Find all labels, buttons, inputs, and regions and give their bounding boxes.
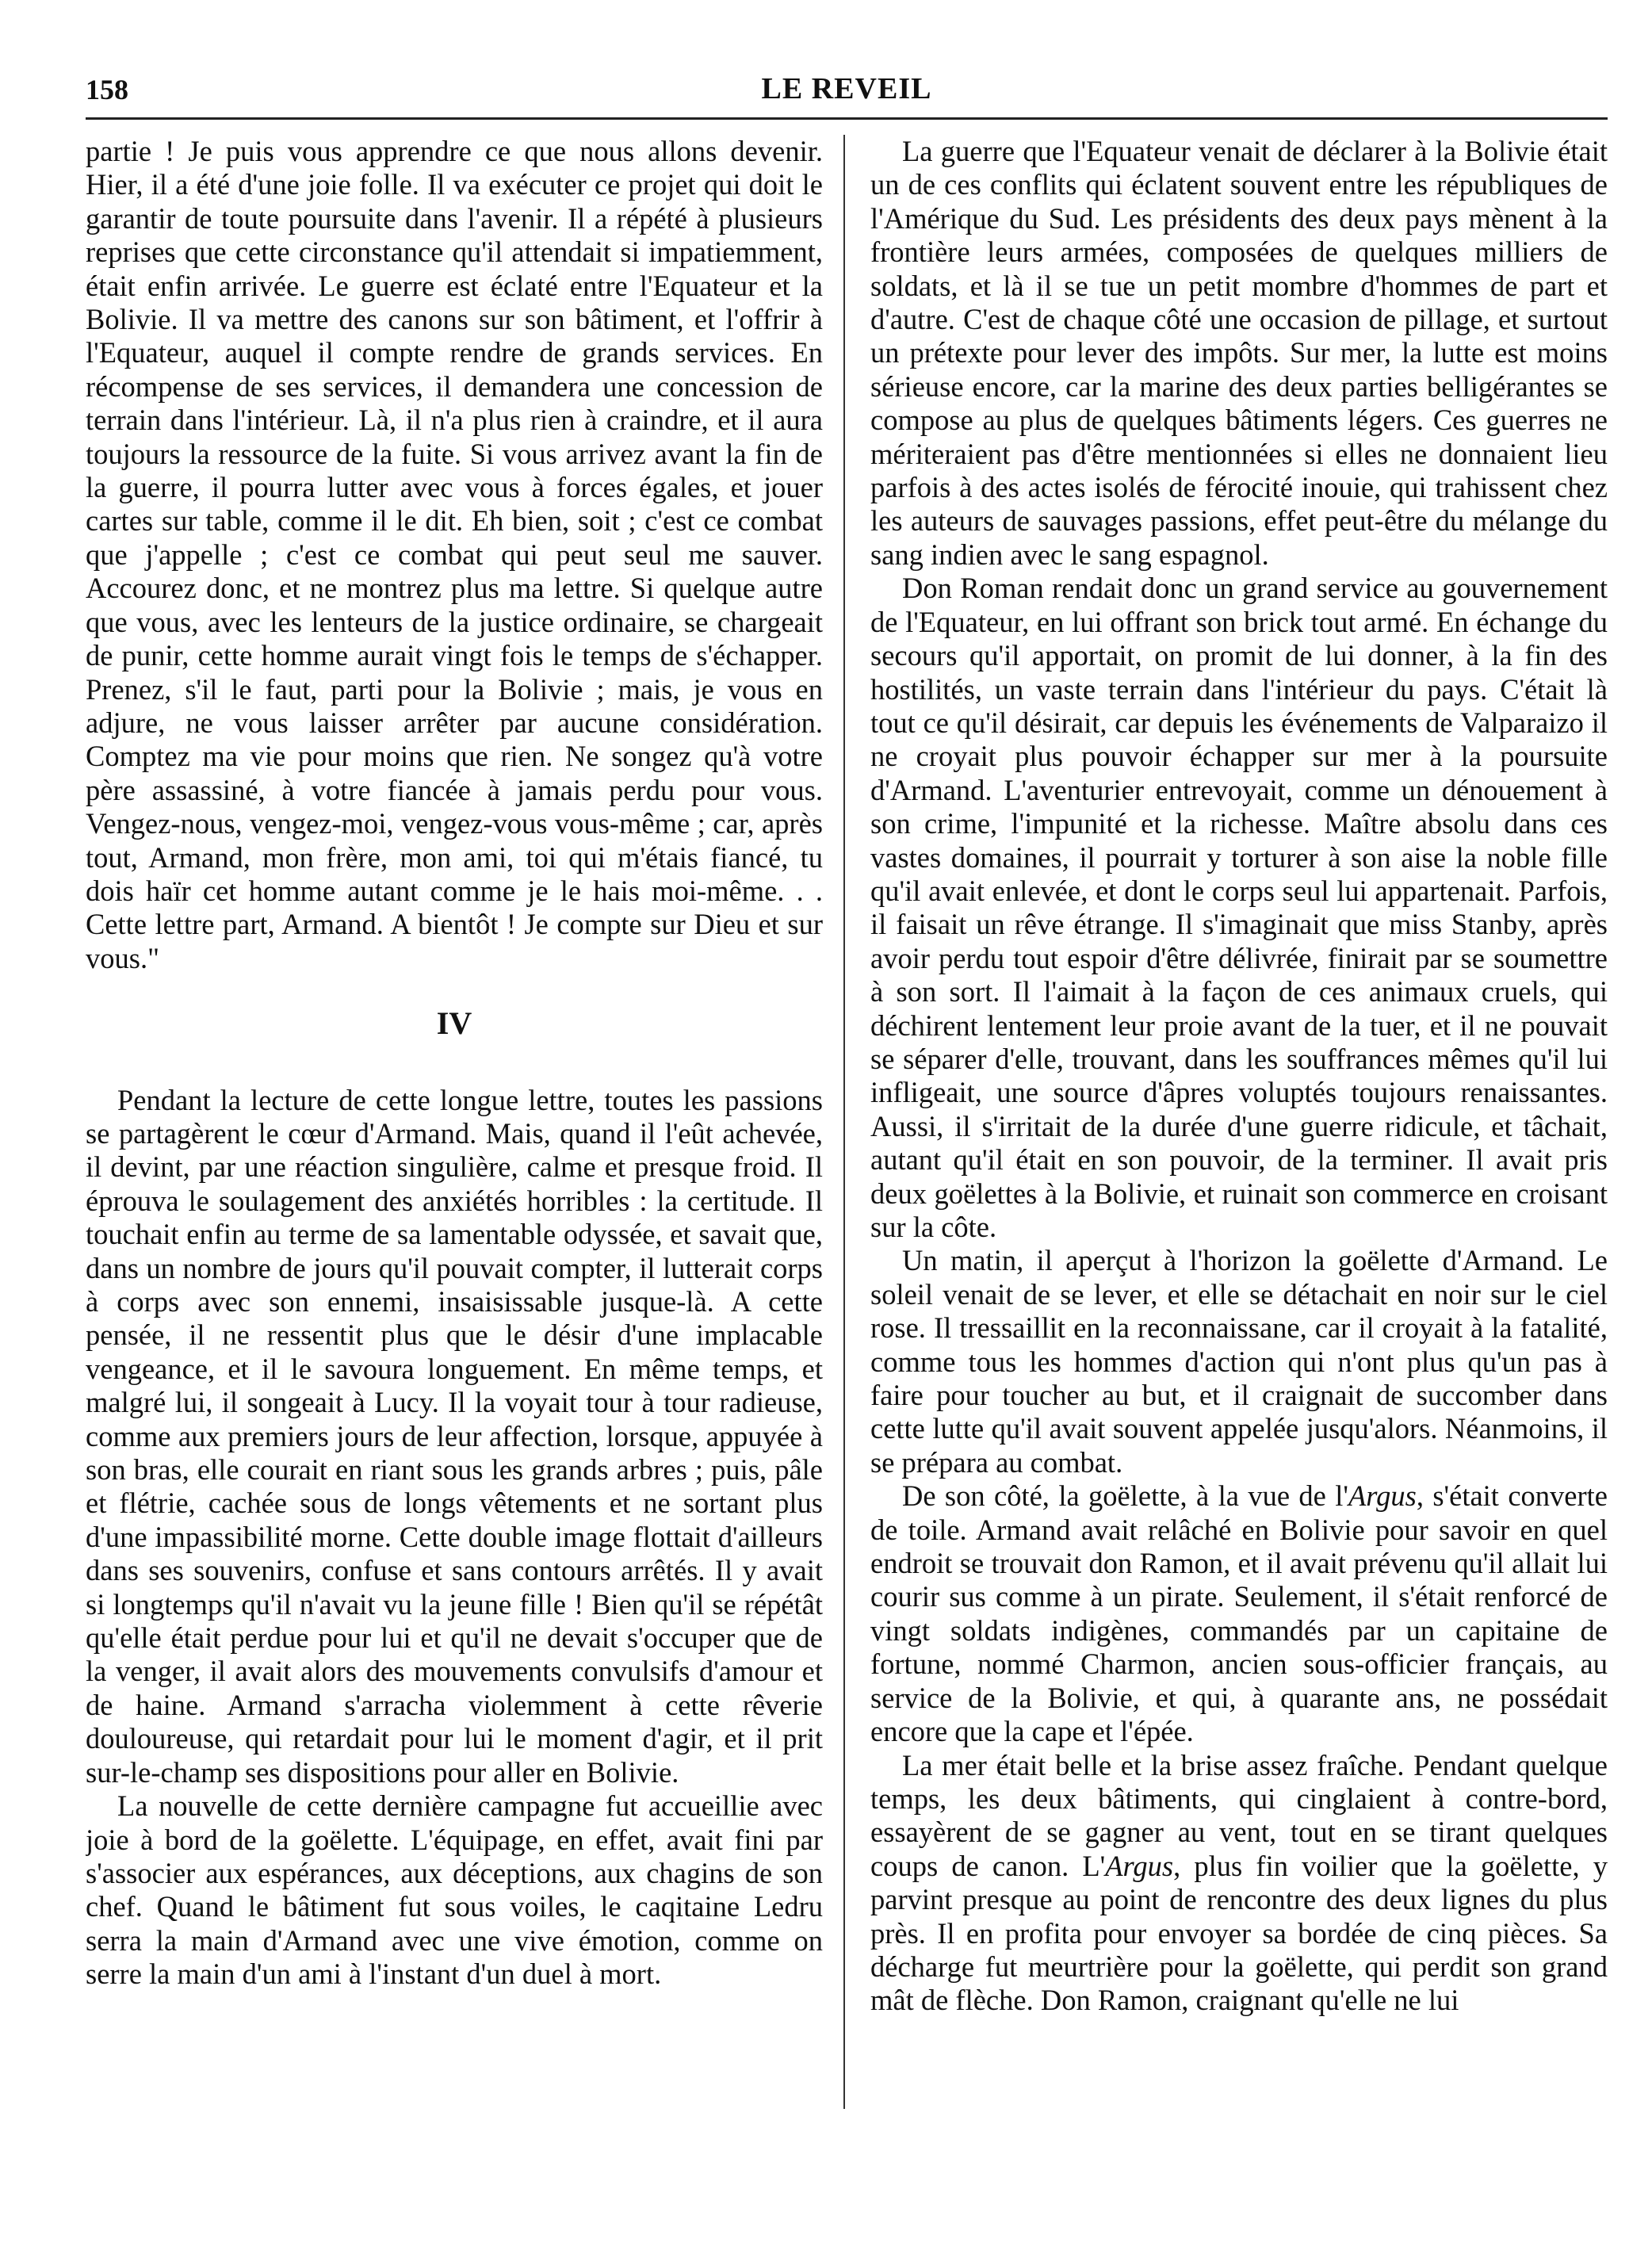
paragraph: La guerre que l'Equateur venait de déclarer à la Bolivie était un de ces conflits qui éclatent souvent entre les républiques de l'Amérique du Sud. Les présidents des deux pays mènent à la frontière leurs armées, composées de quelques milliers de soldats, et là il se tue un petit mombre d'hommes de part et d'autre. C'est de chaque côté une occasion de pillage, et surtout un prétexte pour lever des impôts. Sur mer, la lutte est moins sérieuse encore, car la marine des deux parties belligérantes se compose au plus de quelques bâtiments légers. Ces guerres ne mériteraient pas d'être mentionnées si elles ne donnaient lieu parfois à des actes isolés de férocité inouie, qui trahissent chez les auteurs de sauvages passions, effet peut-être du mélange du sang indien avec le sang espagnol.	[870, 135, 1608, 571]
page-number: 158	[86, 74, 128, 105]
page-header	[86, 68, 1608, 116]
text-run: , plus fin voilier que la goëlette, y parvint presque au point de rencontre des deux lignes du plus près. Il en profita pour envoyer sa bordée de cinq pièces. Sa décharge fut meurtrière pour la goëlette, qui perdit son grand mât de flèche. Don Ramon, craignant qu'elle ne lui	[870, 1849, 1608, 2017]
left-column	[86, 135, 823, 2133]
paragraph	[870, 1479, 1608, 1748]
section-heading: IV	[436, 1005, 472, 1042]
paragraph: Don Roman rendait donc un grand service au gouvernement de l'Equateur, en lui offrant son brick tout armé. En échange du secours qu'il apportait, on promit de lui donner, à la fin des hostilités, un vaste terrain dans l'intérieur du pays. C'était là tout ce qu'il désirait, car depuis les événements de Valparaizo il ne croyait plus pouvoir échapper sur mer à la poursuite d'Armand. L'aventurier entrevoyait, comme un dénouement à son crime, l'impunité et la richesse. Maître absolu dans ces vastes domaines, il pourrait y torturer à son aise la noble fille qu'il avait enlevée, et dont le corps seul lui appartenait. Parfois, il faisait un rêve étrange. Il s'imaginait que miss Stanby, après avoir perdu tout espoir d'être délivrée, finirait par se soumettre à son sort. Il l'aimait à la façon de ces animaux cruels, qui déchirent lentement leur proie avant de la tuer, et il ne pouvait se séparer d'elle, trouvant, dans les souffrances mêmes qu'il lui infligeait, une source d'âpres voluptés toujours renaissantes. Aussi, il s'irritait de la durée d'une guerre ridicule, et tâchait, autant qu'il était en son pouvoir, de la terminer. Il avait pris deux goëlettes à la Bolivie, et ruinait son commerce en croisant sur la côte.	[870, 572, 1608, 1243]
running-title: LE REVEIL	[761, 72, 932, 105]
ship-name: Argus	[1105, 1849, 1174, 1882]
text-run: La mer était belle et la brise assez fraîche. Pendant quelque temps, les deux bâtiments, qui cinglaient à contre-bord, essayèrent de se gagner au vent, tout en se tirant quelques coups de canon. L'	[870, 1748, 1608, 1882]
paragraph: Un matin, il aperçut à l'horizon la goëlette d'Armand. Le soleil venait de se lever, et elle se détachait en noir sur le ciel rose. Il tressaillit en la reconnaissane, car il croyait à la fatalité, comme tous les hommes d'action qui n'ont plus qu'un pas à faire pour toucher au but, et il craignait de succomber dans cette lutte qu'il avait souvent appelée jusqu'alors. Néanmoins, il se prépara au combat.	[870, 1244, 1608, 1479]
paragraph: La nouvelle de cette dernière campagne fut accueillie avec joie à bord de la goëlette. L'équipage, en effet, avait fini par s'associer aux espérances, aux déceptions, aux chagins de son chef. Quand le bâtiment fut sous voiles, le caqitaine Ledru serra la main d'Armand avec une vive émotion, comme on serre la main d'un ami à l'instant d'un duel à mort.	[86, 1789, 823, 1991]
right-column	[870, 135, 1608, 2133]
paragraph: Pendant la lecture de cette longue lettre, toutes les passions se partagèrent le cœur d'Armand. Mais, quand il l'eût achevée, il devint, par une réaction singulière, calme et presque froid. Il éprouva le soulagement des anxiétés horribles : la certitude. Il touchait enfin au terme de sa lamentable odyssée, et savait que, dans un nombre de jours qu'il pouvait compter, il lutterait corps à corps avec son ennemi, insaisissable jusque-là. A cette pensée, il ne ressentit plus que le désir d'une implacable vengeance, et il le savoura longuement. En même temps, et malgré lui, il songeait à Lucy. Il la voyait tour à tour radieuse, comme aux premiers jours de leur affection, lorsque, appuyée à son bras, elle courait en riant sous les grands arbres ; puis, pâle et flétrie, cachée sous de longs vêtements et ne sortant plus d'une impassibilité morne. Cette double image flottait d'ailleurs dans ses souvenirs, confuse et sans contours arrêtés. Il y avait si longtemps qu'il n'avait vu la jeune fille ! Bien qu'il se répétât qu'elle était perdue pour lui et qu'il ne devait s'occuper que de la venger, il avait alors des mouvements convulsifs d'amour et de haine. Armand s'arracha violemment à cette rêverie douloureuse, qui retardait pour lui le moment d'agir, et il prit sur-le-champ ses dispositions pour aller en Bolivie.	[86, 1083, 823, 1789]
letter-continuation-paragraph: partie ! Je puis vous apprendre ce que nous allons devenir. Hier, il a été d'une joie folle. Il va exécuter ce projet qui doit le garantir de toute poursuite dans l'avenir. Il a répété à plusieurs reprises que cette circonstance qu'il attendait si impatiemment, était enfin arrivée. Le guerre est éclaté entre l'Equateur et la Bolivie. Il va mettre des canons sur son bâtiment, et l'offrir à l'Equateur, auquel il compte rendre de grands services. En récompense de ses services, il demandera une concession de terrain dans l'intérieur. Là, il n'a plus rien à craindre, et il aura toujours la ressource de la fuite. Si vous arrivez avant la fin de la guerre, il pourra lutter avec vous à forces égales, et jouer cartes sur table, comme il le dit. Eh bien, soit ; c'est ce combat que j'appelle ; c'est ce combat qui peut seul me sauver. Accourez donc, et ne montrez plus ma lettre. Si quelque autre que vous, avec les lenteurs de la justice ordinaire, se chargeait de punir, cette homme aurait vingt fois le temps de s'échapper. Prenez, s'il le faut, parti pour la Bolivie ; mais, je vous en adjure, ne vous laisser arrêter par aucune considération. Comptez ma vie pour moins que rien. Ne songez qu'à votre père assassiné, à votre fiancée à jamais perdu pour vous. Vengez-nous, vengez-moi, vengez-vous vous-même ; car, après tout, Armand, mon frère, mon ami, toi qui m'étais fiancé, tu dois haïr cet homme autant comme je le hais moi-même. . . Cette lettre part, Armand. A bientôt ! Je compte sur Dieu et sur vous."	[86, 135, 823, 974]
header-rule	[86, 117, 1608, 120]
paragraph	[870, 1749, 1608, 2018]
column-divider	[843, 135, 845, 2109]
text-run: De son côté, la goëlette, à la vue de l'	[902, 1479, 1348, 1513]
ship-name: Argus	[1348, 1479, 1417, 1513]
text-run: , s'était converte de toile. Armand avait relâché en Bolivie pour savoir en quel endroit se trouvait don Ramon, et il avait prévenu qu'il allait lui courir sus comme à un pirate. Seulement, il s'était renforcé de vingt soldats indigènes, commandés par un capitaine de fortune, nommé Charmon, ancien sous-officier français, au service de la Bolivie, et qui, à quarante ans, ne possédait encore que la cape et l'épée.	[870, 1479, 1608, 1748]
